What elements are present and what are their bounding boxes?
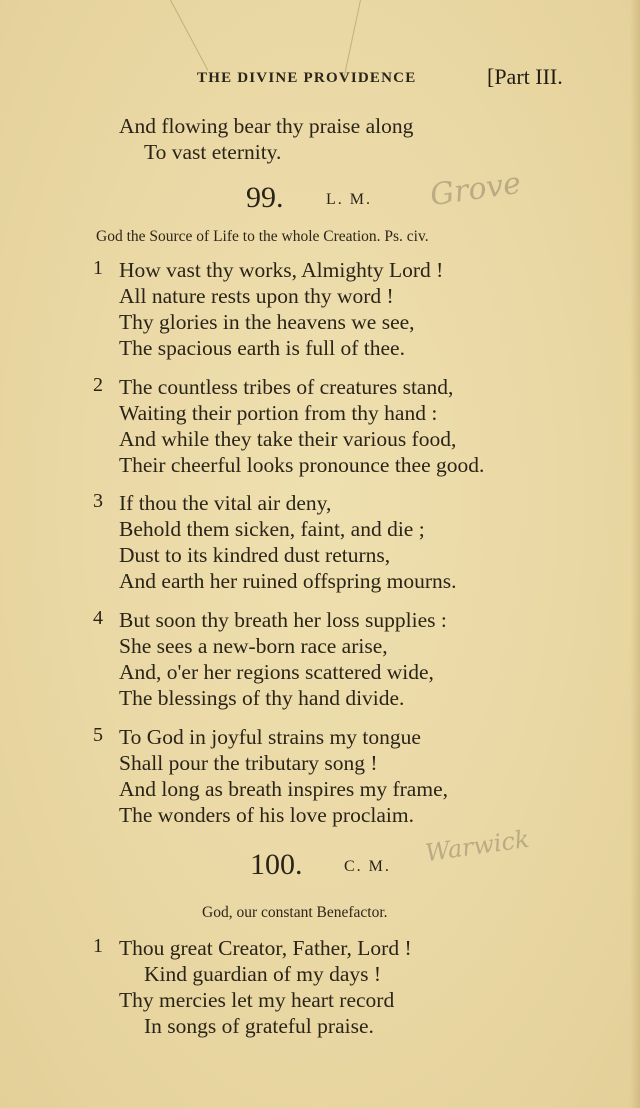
pencil-annotation: Warwick bbox=[423, 824, 532, 868]
verse-line: Behold them sicken, faint, and die ; bbox=[119, 517, 425, 541]
verse-line: If thou the vital air deny, bbox=[119, 491, 332, 515]
hymn-meter: C. M. bbox=[344, 858, 391, 875]
page-edge-shadow bbox=[630, 0, 640, 1108]
running-title: THE DIVINE PROVIDENCE bbox=[197, 70, 417, 86]
hymn-number: 99. bbox=[246, 181, 284, 214]
verse-line: And, o'er her regions scattered wide, bbox=[119, 660, 434, 684]
verse-line: Thou great Creator, Father, Lord ! bbox=[119, 936, 412, 960]
continuation-line: To vast eternity. bbox=[144, 140, 282, 164]
hymn-meter: L. M. bbox=[326, 191, 372, 208]
stanza-number: 3 bbox=[93, 490, 103, 512]
stanza-number: 2 bbox=[93, 374, 103, 396]
stanza bbox=[93, 490, 457, 594]
paper-crease bbox=[343, 0, 361, 78]
verse-line: Their cheerful looks pronounce thee good. bbox=[119, 453, 485, 477]
verse-line: But soon thy breath her loss supplies : bbox=[119, 608, 447, 632]
verse-line: The countless tribes of creatures stand, bbox=[119, 375, 454, 399]
verse-line: All nature rests upon thy word ! bbox=[119, 284, 394, 308]
stanza bbox=[93, 607, 447, 711]
verse-line: Kind guardian of my days ! bbox=[144, 962, 382, 986]
verse-line: And earth her ruined offspring mourns. bbox=[119, 569, 457, 593]
stanza bbox=[93, 935, 412, 1039]
stanza-number: 1 bbox=[93, 257, 103, 279]
stanza-number: 1 bbox=[93, 935, 103, 957]
verse-line: Thy glories in the heavens we see, bbox=[119, 310, 415, 334]
verse-line: In songs of grateful praise. bbox=[144, 1014, 374, 1038]
verse-line: The blessings of thy hand divide. bbox=[119, 686, 405, 710]
verse-line: The wonders of his love proclaim. bbox=[119, 803, 414, 827]
verse-line: And while they take their various food, bbox=[119, 427, 457, 451]
verse-line: To God in joyful strains my tongue bbox=[119, 725, 421, 749]
stanza-number: 5 bbox=[93, 724, 103, 746]
verse-line: Waiting their portion from thy hand : bbox=[119, 401, 438, 425]
verse-line: The spacious earth is full of thee. bbox=[119, 336, 405, 360]
verse-line: How vast thy works, Almighty Lord ! bbox=[119, 258, 444, 282]
stanza-number: 4 bbox=[93, 607, 103, 629]
part-label: [Part III. bbox=[487, 64, 563, 89]
verse-line: Thy mercies let my heart record bbox=[119, 988, 395, 1012]
stanza bbox=[93, 724, 448, 828]
stanza bbox=[93, 374, 484, 478]
verse-line: And long as breath inspires my frame, bbox=[119, 777, 448, 801]
pencil-annotation: Grove bbox=[428, 165, 524, 214]
hymn-number: 100. bbox=[250, 848, 303, 881]
verse-line: Shall pour the tributary song ! bbox=[119, 751, 378, 775]
verse-line: Dust to its kindred dust returns, bbox=[119, 543, 391, 567]
hymn-subtitle: God, our constant Benefactor. bbox=[202, 904, 388, 921]
stanza bbox=[93, 257, 443, 361]
verse-line: She sees a new-born race arise, bbox=[119, 634, 388, 658]
hymn-subtitle: God the Source of Life to the whole Creation. Ps. civ. bbox=[96, 228, 429, 245]
continuation-line: And flowing bear thy praise along bbox=[119, 114, 414, 138]
paper-crease bbox=[170, 0, 208, 71]
